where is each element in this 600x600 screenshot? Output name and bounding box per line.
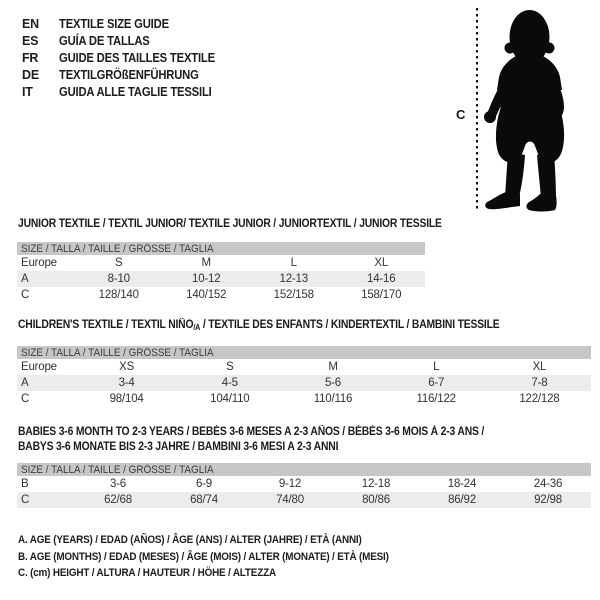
- size-header-bar: [17, 346, 591, 359]
- baby-silhouette-icon: [480, 4, 598, 216]
- table-cell: 86/92: [448, 494, 476, 506]
- size-header-bar: [17, 463, 591, 476]
- language-code: ES: [22, 33, 39, 48]
- table-cell: XL: [532, 361, 547, 373]
- table-cell: 18-24: [447, 478, 477, 490]
- table-cell: 24-36: [533, 478, 563, 490]
- language-code: FR: [22, 50, 39, 65]
- table-cell: XL: [374, 257, 389, 269]
- table-cell: 92/98: [534, 494, 562, 506]
- language-row: [22, 49, 232, 66]
- table-cell: 74/80: [276, 494, 304, 506]
- row-label: Europe: [21, 257, 57, 269]
- size-header-label: SIZE / TALLA / TAILLE / GRÖSSE / TAGLIA: [21, 242, 214, 255]
- children-size-table: [17, 346, 591, 407]
- section-title-line2: BABYS 3-6 MONATE BIS 2-3 JAHRE / BAMBINI 3-6 MESI A 2-3 ANNI: [18, 441, 339, 453]
- table-cell: 122/128: [519, 393, 560, 405]
- language-row: [22, 83, 232, 100]
- table-cell: 3-6: [109, 478, 127, 490]
- table-row-europe: [17, 255, 425, 271]
- table-cell: 104/110: [210, 393, 250, 405]
- row-label: C: [21, 393, 30, 405]
- table-cell: 6-9: [195, 478, 213, 490]
- table-row-height: [17, 391, 591, 407]
- table-cell: 4-5: [221, 377, 238, 389]
- table-cell: L: [290, 257, 297, 269]
- table-cell: 7-8: [531, 377, 548, 389]
- title-suffix: / TEXTILE DES ENFANTS / KINDERTEXTIL / BAMBINI TESSILE: [200, 319, 500, 331]
- section-title-babies: [18, 425, 536, 455]
- language-row: [22, 66, 232, 83]
- table-cell: 98/104: [109, 393, 144, 405]
- row-label: C: [21, 289, 30, 301]
- row-label: C: [21, 494, 30, 506]
- language-code: EN: [22, 16, 39, 31]
- table-cell: 158/170: [361, 289, 402, 301]
- section-title-children: [18, 318, 553, 335]
- table-cell: S: [115, 257, 123, 269]
- row-label: A: [21, 377, 29, 389]
- section-title-line1: BABIES 3-6 MONTH TO 2-3 YEARS / BEBÉS 3-6 MESES A 2-3 AÑOS / BÉBÉS 3-6 MOIS À 2-3 ANS /: [18, 426, 485, 438]
- language-title: TEXTILGRÖßENFÜHRUNG: [59, 67, 199, 82]
- legend-text: A. AGE (YEARS) / EDAD (AÑOS) / ÂGE (ANS) / ALTER (JAHRE) / ETÀ (ANNI): [18, 534, 362, 546]
- language-title-list: [22, 15, 232, 100]
- language-title: GUIDE DES TAILLES TEXTILE: [59, 50, 215, 65]
- junior-size-table: [17, 242, 425, 303]
- row-label: A: [21, 273, 29, 285]
- legend-line-b: [18, 551, 430, 568]
- language-title: GUIDA ALLE TAGLIE TESSILI: [59, 84, 212, 99]
- table-cell: 62/68: [104, 494, 132, 506]
- table-cell: 68/74: [190, 494, 218, 506]
- table-row-height: [17, 287, 425, 303]
- height-measure-dotted-line: [476, 8, 478, 211]
- table-cell: 10-12: [192, 273, 221, 285]
- table-cell: 3-4: [118, 377, 135, 389]
- table-cell: 12-18: [361, 478, 391, 490]
- table-cell: 5-6: [324, 377, 342, 389]
- table-cell: 128/140: [98, 289, 139, 301]
- table-cell: 8-10: [107, 273, 130, 285]
- legend-text: C. (cm) HEIGHT / ALTURA / HAUTEUR / HÖHE / ALTEZZA: [18, 567, 276, 579]
- title-prefix: CHILDREN'S TEXTILE / TEXTIL NIÑO: [18, 319, 194, 331]
- table-cell: 14-16: [367, 273, 396, 285]
- table-row-age: [17, 271, 425, 287]
- table-row-height: [17, 492, 591, 508]
- table-cell: 116/122: [416, 393, 456, 405]
- language-code: IT: [22, 84, 33, 99]
- height-marker-label: C: [456, 107, 466, 122]
- table-row-age-months: [17, 476, 591, 492]
- table-cell: 6-7: [428, 377, 445, 389]
- table-cell: 152/158: [273, 289, 314, 301]
- measurement-legend: [18, 534, 430, 584]
- language-title: TEXTILE SIZE GUIDE: [59, 16, 169, 31]
- row-label: Europe: [21, 361, 57, 373]
- section-title-junior: [18, 217, 489, 232]
- babies-size-table: [17, 463, 591, 508]
- table-cell: 80/86: [362, 494, 390, 506]
- table-cell: 140/152: [186, 289, 227, 301]
- table-cell: M: [201, 257, 211, 269]
- table-cell: L: [433, 361, 440, 373]
- section-title-text: [18, 318, 499, 335]
- table-cell: M: [328, 361, 338, 373]
- language-row: [22, 15, 232, 32]
- size-header-bar: [17, 242, 425, 255]
- legend-line-c: [18, 567, 430, 584]
- legend-text: B. AGE (MONTHS) / EDAD (MESES) / ÂGE (MOIS) / ALTER (MONATE) / ETÀ (MESI): [18, 550, 389, 563]
- section-title-text: JUNIOR TEXTILE / TEXTIL JUNIOR/ TEXTILE JUNIOR / JUNIORTEXTIL / JUNIOR TESSILE: [18, 218, 442, 230]
- language-row: [22, 32, 232, 49]
- table-cell: S: [226, 361, 234, 373]
- legend-line-a: [18, 534, 430, 551]
- table-cell: 12-13: [279, 273, 308, 285]
- table-row-europe: [17, 359, 591, 375]
- language-title: GUÍA DE TALLAS: [59, 33, 150, 48]
- language-code: DE: [22, 67, 39, 82]
- size-header-label: SIZE / TALLA / TAILLE / GRÖSSE / TAGLIA: [21, 463, 214, 476]
- title-subscript: /A: [193, 323, 201, 332]
- size-header-label: SIZE / TALLA / TAILLE / GRÖSSE / TAGLIA: [21, 346, 214, 359]
- table-cell: XS: [119, 361, 135, 373]
- table-cell: 110/116: [313, 393, 353, 405]
- table-row-age: [17, 375, 591, 391]
- table-cell: 9-12: [278, 478, 302, 490]
- row-label: B: [21, 478, 29, 490]
